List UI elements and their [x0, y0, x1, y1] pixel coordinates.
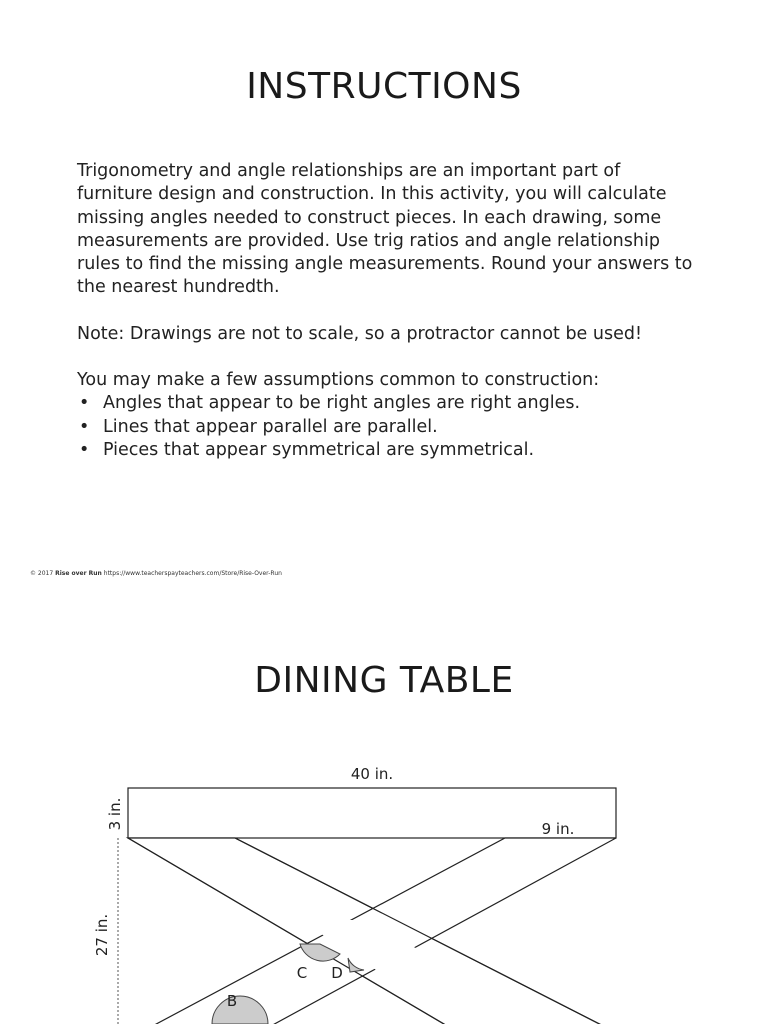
height-label: 27 in.	[93, 913, 111, 957]
intro-paragraph: Trigonometry and angle relationships are an important part of furniture design and construction. In this activity, you will calculate missing angles needed to construct pieces. In each drawing, some measurements are provided. Use trig ratios and angle relationship rules to find the missing angle measurements. Round your answers to the nearest hundredth.	[77, 161, 693, 298]
page-footer	[30, 570, 282, 577]
angle-b-label: B	[226, 992, 238, 1010]
footer-brand: Rise over Run	[55, 570, 102, 577]
assumption-item: • Pieces that appear symmetrical are symmetrical.	[77, 439, 697, 462]
assumption-item: • Angles that appear to be right angles are right angles.	[77, 392, 697, 415]
instructions-title: INSTRUCTIONS	[246, 66, 522, 107]
angle-c-label: C	[296, 964, 308, 982]
instructions-body	[77, 160, 697, 462]
footer-copyright: © 2017	[30, 570, 54, 577]
assumption-item: • Lines that appear parallel are parallel.	[77, 416, 697, 439]
dining-table-diagram	[0, 740, 768, 1024]
overhang-label: 9 in.	[541, 820, 575, 838]
footer-url[interactable]: https://www.teacherspayteachers.com/Store/Rise-Over-Run	[103, 570, 282, 577]
top-thickness-label: 3 in.	[106, 797, 124, 831]
top-width-label: 40 in.	[350, 765, 394, 783]
assumptions-list	[77, 392, 697, 462]
assumptions-intro: You may make a few assumptions common to construction:	[77, 370, 600, 391]
dining-table-title: DINING TABLE	[254, 660, 514, 701]
note-paragraph: Note: Drawings are not to scale, so a protractor cannot be used!	[77, 323, 642, 344]
angle-d-label: D	[331, 964, 343, 982]
